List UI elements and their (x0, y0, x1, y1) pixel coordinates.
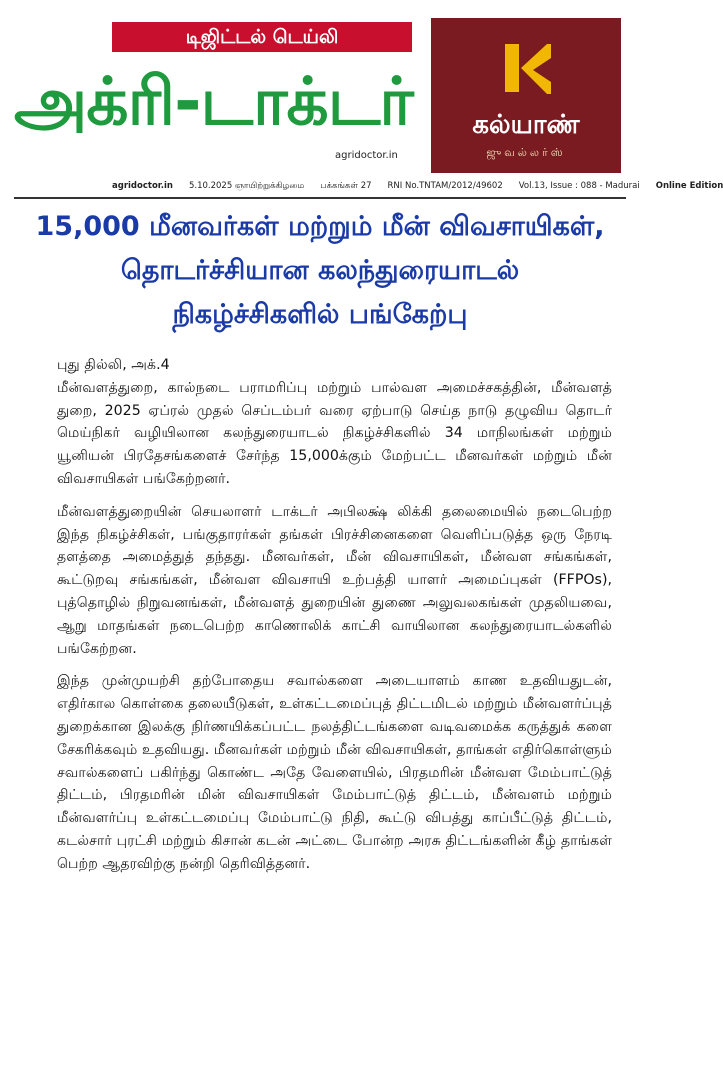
meta-volume: Vol.13, Issue : 088 - Madurai (518, 181, 640, 191)
article-dateline: புது தில்லி, அக்.4 (57, 357, 170, 373)
meta-rni: RNI No.TNTAM/2012/49602 (387, 181, 503, 191)
ad-brand-subtitle: ஜுவல்லர்ஸ் (486, 146, 566, 159)
masthead-website: agridoctor.in (335, 150, 398, 161)
headline-line-2: தொடர்ச்சியான கலந்துரையாடல் (120, 255, 520, 286)
article-paragraph-3: இந்த முன்முயற்சி தற்போதைய சவால்களை அடையாளம் காண உதவியதுடன், எதிர்கால கொள்கை தலையீடுகள், உள்கட்டமைப்புத் திட்டமிடல் மற்றும் மீன்வளர்ப்புத் துறைக்கான இலக்கு நிர்ணயிக்கப்பட்ட நலத்திட்டங்களை வடிவமைக்க கருத்துக் களை சேகரிக்கவும் உதவியது. மீனவர்கள் மற்றும் மீன் விவசாயிகள், தாங்கள் எதிர்கொள்ளும் சவால்களைப் பகிர்ந்து கொண்ட அதே வேளையில், பிரதமரின் மீன்வள மேம்பாட்டுத் திட்டம், பிரதமரின் மின் விவசாயிகள் மேம்பாட்டுத் திட்டம், மீன்வளம் மற்றும் மீன்வளர்ப்பு உள்கட்டமைப்பு மேம்பாட்டு நிதி, கூட்டு விபத்து காப்பீட்டுத் திட்டம், கடல்சார் புரட்சி மற்றும் கிசான் கடன் அட்டை போன்ற அரசு திட்டங்களின் கீழ் தாங்கள் பெற்ற ஆதரவிற்கு நன்றி தெரிவித்தனர். (57, 673, 612, 872)
article-body (57, 354, 612, 876)
meta-edition: Online Edition (655, 181, 723, 191)
ad-brand-name: கல்யாண் (472, 110, 580, 140)
masthead-rule (14, 197, 626, 199)
kalyan-ad[interactable] (431, 18, 621, 173)
meta-site: agridoctor.in (112, 181, 173, 191)
meta-pages: பக்கங்கள் 27 (320, 180, 372, 191)
article-headline (20, 205, 620, 337)
headline-line-3: நிகழ்ச்சிகளில் பங்கேற்பு (172, 299, 468, 330)
kalyan-logo-icon (501, 38, 555, 98)
article-paragraph-2: மீன்வளத்துறையின் செயலாளர் டாக்டர் அபிலக்ஷ் லிக்கி தலைமையில் நடைபெற்ற இந்த நிகழ்ச்சிகள், பங்குதாரர்கள் தங்கள் பிரச்சினைகளை வெளிப்படுத்த ஒரு நேரடி தளத்தை அமைத்துத் தந்தது. மீனவர்கள், மீன் விவசாயிகள், மீன்வள சங்கங்கள், கூட்டுறவு சங்கங்கள், மீன்வள விவசாயி உற்பத்தி யாளர் அமைப்புகள் (FFPOs), புத்தொழில் நிறுவனங்கள், மீன்வளத் துறையின் துணை அலுவலகங்கள் முதலியவை, ஆறு மாதங்கள் நடைபெற்ற காணொலிக் காட்சி வாயிலான கலந்துரையாடல்களில் பங்கேற்றன. (57, 503, 612, 657)
edition-info-bar (112, 178, 723, 194)
article-paragraph-1: மீன்வளத்துறை, கால்நடை பராமரிப்பு மற்றும் பால்வள அமைச்சகத்தின், மீன்வளத் துறை, 2025 ஏப்ரல் முதல் செப்டம்பர் வரை ஏற்பாடு செய்த நாடு தழுவிய தொடர் மெய்நிகர் வழியிலான கலந்துரையாடல் நிகழ்ச்சிகளில் 34 மாநிலங்கள் மற்றும் யூனியன் பிரதேசங்களைச் சேர்ந்த 15,000க்கும் மேற்பட்ட மீனவர்கள் மற்றும் மீன் விவசாயிகள் பங்கேற்றனர். (57, 379, 612, 487)
masthead-title: அக்ரி-டாக்டர் (14, 63, 413, 140)
masthead-tagline: டிஜிட்டல் டெய்லி (112, 22, 412, 52)
headline-line-1: 15,000 மீனவர்கள் மற்றும் மீன் விவசாயிகள், (35, 211, 605, 242)
meta-date: 5.10.2025 ஞாயிற்றுக்கிழமை (188, 180, 305, 191)
masthead (0, 0, 723, 200)
